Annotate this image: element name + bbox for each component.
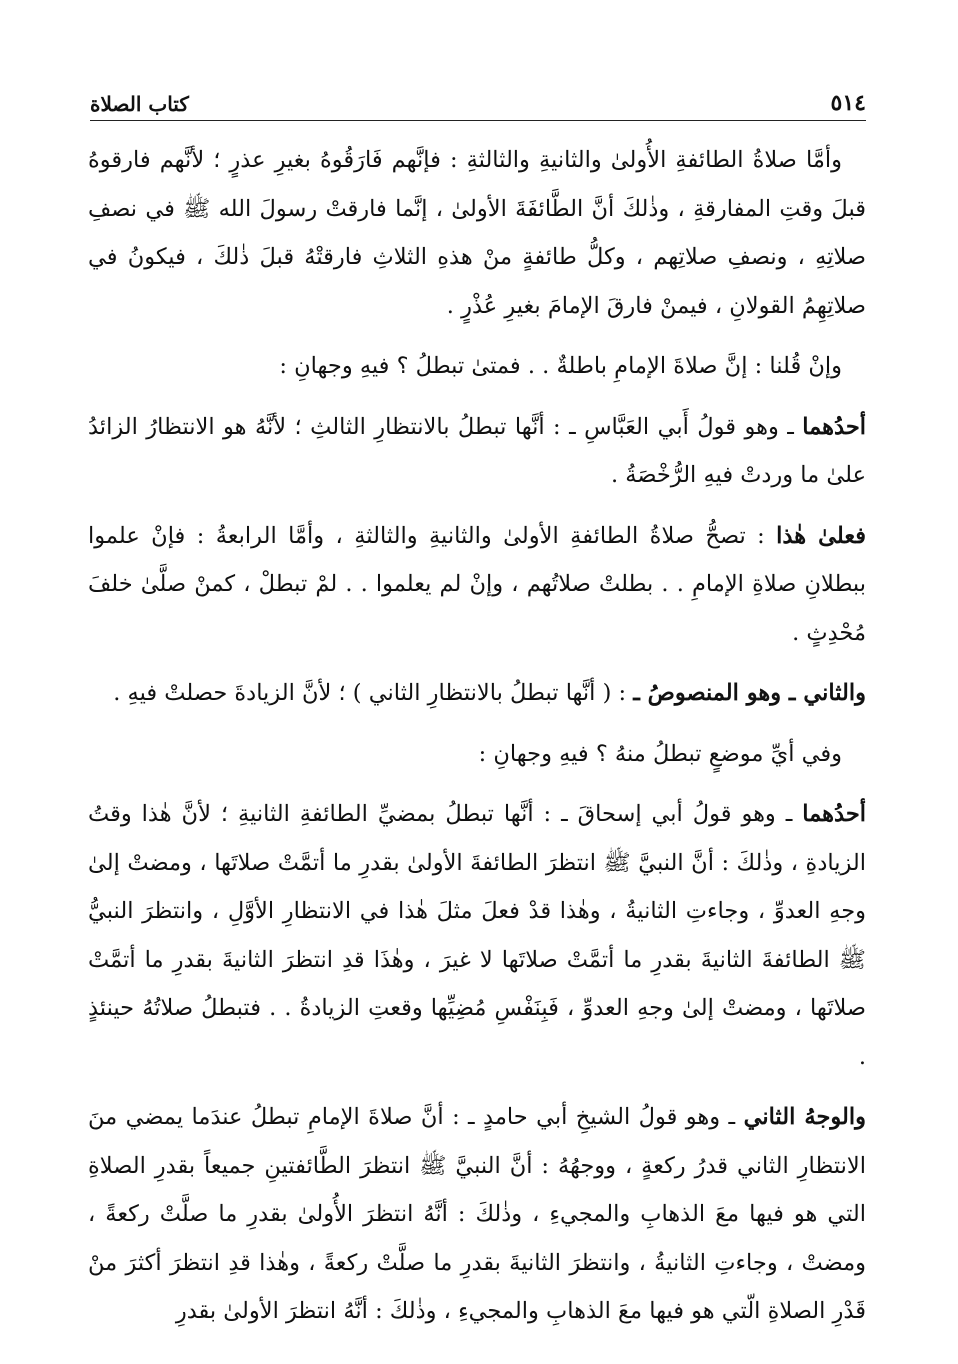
paragraph-lead: والثاني ـ وهو المنصوصُ ـ [633,680,866,706]
paragraph-text: وفي أيِّ موضعٍ تبطلُ منهُ ؟ فيهِ وجهانِ : [478,740,842,767]
paragraph-lead: أحدُهما [802,801,866,827]
paragraph-lead: والوجهُ الثاني [743,1104,866,1130]
page-header [90,86,866,121]
paragraph-text: ـ وهو قولُ أَبي العَبَّاسِ ـ : أنَّها تبطلُ بالانتظارِ الثالثِ ؛ لأنَّهُ هو الانتظارُ الزائدُ علىٰ ما وردتْ فيهِ الرُّخْصَةُ . [88,413,866,488]
paragraph-2 [88,342,866,391]
paragraph-lead: أحدُهما [802,413,866,440]
paragraph-7 [88,790,866,1081]
paragraph-text: ـ وهو قولُ أبي إسحاقَ ـ : أنَّها تبطلُ بمضيِّ الطائفةِ الثانيةِ ؛ لأنَّ هٰذا وقتُ الزيادةِ ، وذٰلكَ : أنَّ النبيَّ ﷺ انتظرَ الطائفةَ الأولىٰ بقدرِ ما أتمَّتْ صلاتَها ، ومضتْ إلىٰ وجهِ العدوِّ ، وجاءتِ الثانيةُ ، وهٰذا قدْ فعلَ مثلَ هٰذا في الانتظارِ الأوَّلِ ، وانتظرَ النبيُّ ﷺ الطائفةَ الثانيةَ بقدرِ ما أتمَّتْ صلاتَها لا غيرَ ، وهٰذَا قدِ انتظرَ الثانيةَ بقدرِ ما أتمَّتْ صلاتَها ، ومضتْ إلىٰ وجهِ العدوِّ ، فَبِنَفْسِ مُضِيِّها وقعتِ الزيادةُ . . فتبطلُ صلاتُهُ حينئذٍ . [88,801,866,1070]
running-title: كتاب الصلاة [90,92,189,116]
paragraph-text: : ( أنَّها تبطلُ بالانتظارِ الثاني ) ؛ لأنَّ الزيادةَ حصلتْ فيهِ . [113,680,634,706]
paragraph-lead: فعلىٰ هٰذا [776,522,866,549]
paragraph-3 [88,403,866,500]
paragraph-8 [88,1093,866,1336]
paragraph-4 [88,512,866,658]
paragraph-1 [88,136,866,330]
paragraph-text: : تصحُّ صلاةُ الطائفةِ الأولىٰ والثانيةِ والثالثةِ ، وأمَّا الرابعةُ : فإنْ علموا ببطلانِ صلاةِ الإمامِ . . بطلتْ صلاتُهم ، وإنْ لم يعلموا . . لمْ تبطلْ ، كمنْ صلَّىٰ خلفَ مُحْدِثٍ . [88,522,866,646]
paragraph-text: ـ وهو قولُ الشيخِ أبي حامدٍ ـ : أنَّ صلاةَ الإمامِ تبطلُ عندَما يمضي منَ الانتظارِ الثاني قدرُ ركعةٍ ، ووجهُهُ : أنَّ النبيَّ ﷺ انتظرَ الطَّائفتينِ جميعاً بقدرِ الصلاةِ التي هو فيها معَ الذهابِ والمجيءِ ، وذٰلكَ : أنَّهُ انتظرَ الأُولىٰ بقدرِ ما صلَّتْ ركعةً ، ومضتْ ، وجاءتِ الثانيةُ ، وانتظرَ الثانيةَ بقدرِ ما صلَّتْ ركعةً ، وهٰذا قدِ انتظرَ أكثرَ منْ قَدْرِ الصلاةِ الّتي هو فيها معَ الذهابِ والمجيءِ ، وذٰلكَ : أنَّهُ انتظرَ الأولىٰ بقدرِ [88,1104,866,1324]
page-body [88,136,866,1348]
page-number: ٥١٤ [830,90,866,116]
paragraph-text: وإنْ قُلنا : إنَّ صلاةَ الإمامِ باطلةٌ . . فمتىٰ تبطلُ ؟ فيهِ وجهانِ : [279,353,842,379]
paragraph-6 [88,730,866,779]
paragraph-text: وأمَّا صلاةُ الطائفةِ الأُولىٰ والثانيةِ والثالثةِ : فإنَّهم فَارَقُوهُ بغيرِ عذرٍ ؛ لأنَّهم فارقوهُ قبلَ وقتِ المفارقةِ ، وذٰلكَ أنَّ الطَّائفَةَ الأولىٰ ، إنَّما فارقتْ رسولَ الله ﷺ في نصفِ صلاتِهِ ، ونصفِ صلاتِهم ، وكلُّ طائفةٍ منْ هذهِ الثلاثِ فارقتْهُ قبلَ ذٰلكَ ، فيكونُ في صلاتِهِمُ القولانِ ، فيمنْ فارقَ الإمامَ بغيرِ عُذْرٍ . [88,147,866,319]
paragraph-5 [88,669,866,718]
